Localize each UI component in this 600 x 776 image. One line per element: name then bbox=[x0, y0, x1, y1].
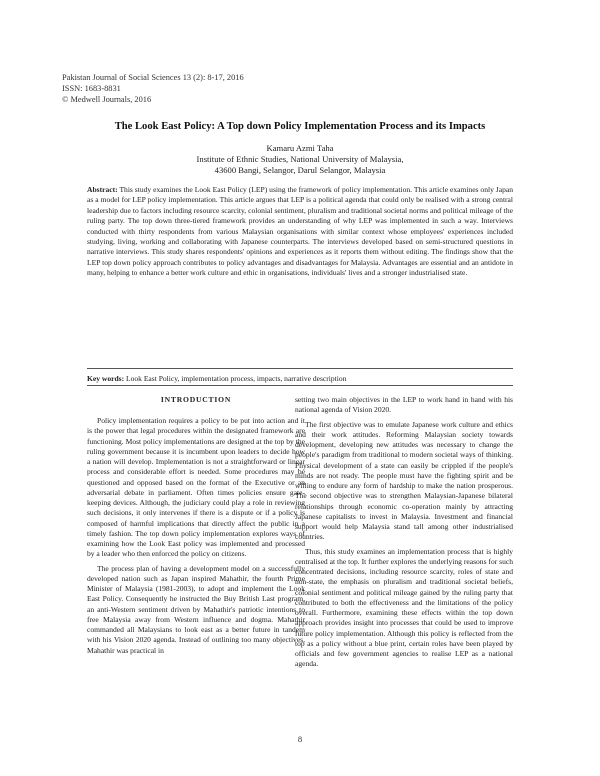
body-column-right bbox=[295, 395, 513, 670]
author-address: 43600 Bangi, Selangor, Darul Selangor, Malaysia bbox=[214, 165, 386, 175]
keywords-text: Look East Policy, implementation process, impacts, narrative description bbox=[126, 374, 347, 383]
abstract-label: Abstract: bbox=[87, 185, 118, 194]
body-paragraph: The first objective was to emulate Japanese work culture and ethics and their work attitudes. Reforming Malaysian society towards development, developing new attitudes was necessary to change the people's paradigm from traditional to modern societal ways of thinking. Physical development of a state can easily be crippled if the people's minds are not ready. The people must have the fighting spirit and be willing to endure any form of hardship to make the nation prosperous. The second objective was to strengthen Malaysian-Japanese bilateral relationships through economic co-operation mainly by attracting Japanese capitalists to invest in Malaysia. Investment and financial support would help Malaysia stand tall among other industrialised countries. bbox=[295, 419, 513, 542]
keywords-label: Key words: bbox=[87, 374, 125, 383]
author-block bbox=[60, 143, 540, 176]
author-name: Kamaru Azmi Taha bbox=[266, 143, 334, 153]
body-paragraph: Policy implementation requires a policy to be put into action and it is the power that legal procedures within the designated framework are functioning. Most policy implementations are designed at the top by the ruling government because it is incumbent upon leaders to decide how a nation will develop. Implementation is not a straightforward or linear process and considerable effort is needed. Some procedures may be questioned and opposed based on the format of the Executive or an adversarial debate in parliament. Often times policies ensure gate-keeping devices. Although, the judiciary could play a role in reviewing such decisions, it only intervenes if there is a dispute or if a policy is composed of harmful implications that directly affect the public in a timely fashion. The top down policy implementation explores ways of examining how the Look East policy was implemented and processed by a leader who then enforced the policy on citizens. bbox=[87, 416, 305, 559]
body-paragraph: Thus, this study examines an implementation process that is highly centralised at the top. It further explores the underlying reasons for such concentrated decisions, including resource scarcity, roles of state and non-state, the emphasis on pluralism and traditional societal beliefs, colonial sentiment and political mileage gained by the ruling party that contributed to both the effectiveness and the limitations of the policy overall. Furthermore, examining these effects within the top down approach provides insight into processes that could be used to improve future policy implementation. Although this policy is reflected from the top as a policy without a blue print, certain roles have been played by officials and few government agencies to realise LEP as a national agenda. bbox=[295, 546, 513, 669]
abstract-text: This study examines the Look East Policy (LEP) using the framework of policy implementation. This article examines only Japan as a model for LEP policy implementation. This article argues that LEP is a political agenda that could only be realised with a strong central leadership due to factors including resource scarcity, colonial sentiment, pluralism and traditional societal norms and political mileage of the ruling party. The top down three-tiered framework provides an understanding of why LEP was implemented in such a way. Interviews conducted with thirty respondents from various Malaysian organisations with similar context whose employees' experiences included studying, living, working and collaborating with Japanese counterparts. The interviews developed based on semi-structured questions in narrative interviews. This study shares respondents' opinions and experiences as it reports them without editing. The findings show that the LEP top down policy approach contributes to policy advantages and disadvantages for Malaysia. Advantages are essential and an antidote in many, helping to enhance a better work culture and ethic in organisations, individuals' lives and a stronger industrialised state. bbox=[87, 185, 513, 278]
paper-title: The Look East Policy: A Top down Policy Implementation Process and its Impacts bbox=[114, 121, 486, 132]
page-number: 8 bbox=[297, 734, 303, 744]
body-paragraph: setting two main objectives in the LEP to work hand in hand with his national agenda of Vision 2020. bbox=[295, 395, 513, 415]
journal-name: Pakistan Journal of Social Sciences 13 (2): 8-17, 2016 bbox=[62, 73, 244, 82]
section-heading-introduction: INTRODUCTION bbox=[160, 395, 232, 404]
keywords-rule-bottom bbox=[87, 385, 513, 386]
keywords-rule-top bbox=[87, 368, 513, 369]
journal-issn: ISSN: 1683-8831 bbox=[62, 84, 121, 93]
body-column-left bbox=[87, 395, 305, 656]
keywords bbox=[87, 374, 513, 384]
journal-header bbox=[62, 72, 362, 105]
abstract bbox=[87, 185, 513, 279]
body-paragraph: The process plan of having a development model on a successfully developed nation such as Japan inspired Mahathir, the fourth Prime Minister of Malaysia (1981-2003), to adopt and implement the Look East Policy. Consequently he instructed the Buy British Last program, an anti-Western sentiment driven by Mahathir's patriotic intentions to free Malaysia away from Western influence and dogma. Mahathir commanded all Malaysians to look east as a better future in tandem with his Vision 2020 agenda. Instead of outlining too many objectives, Mahathir was practical in bbox=[87, 563, 305, 655]
journal-copyright: © Medwell Journals, 2016 bbox=[62, 95, 152, 104]
author-affiliation: Institute of Ethnic Studies, National University of Malaysia, bbox=[196, 154, 404, 164]
